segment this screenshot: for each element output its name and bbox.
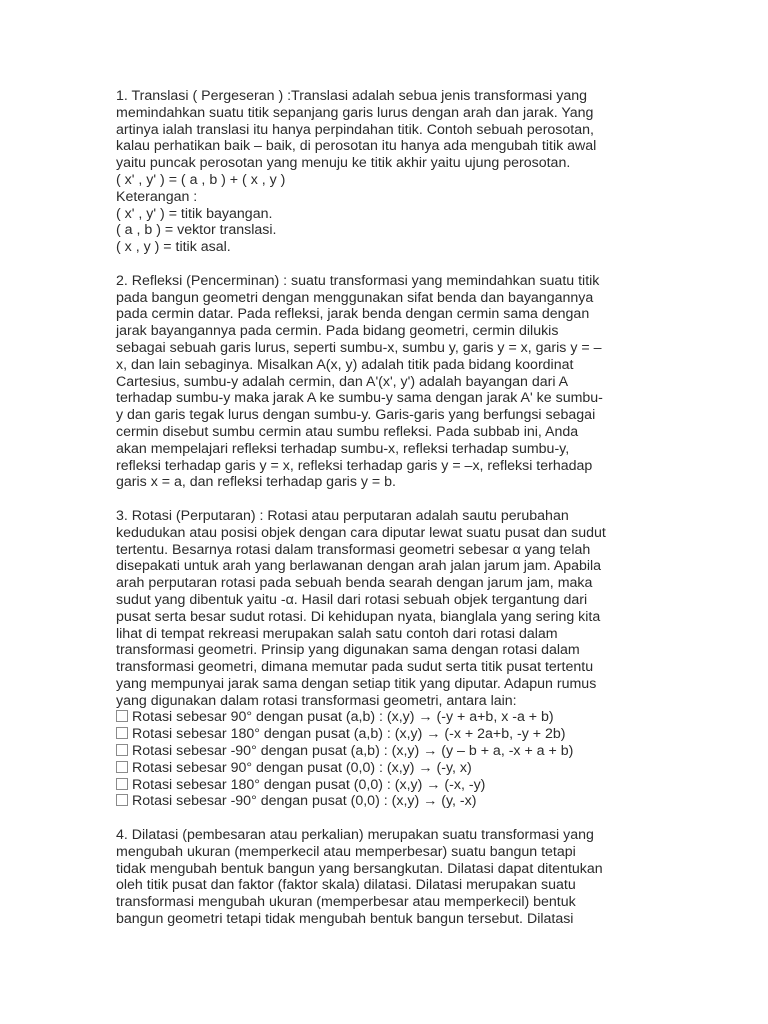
missing-glyph-box-icon (116, 727, 128, 739)
missing-glyph-box-icon (116, 761, 128, 773)
text-line: bangun geometri tetapi tidak mengubah bentuk bangun tersebut. Dilatasi (116, 911, 574, 928)
list-item (116, 726, 661, 743)
text-line: 1. Translasi ( Pergeseran ) :Translasi adalah sebua jenis transformasi yang (116, 88, 588, 104)
document-page (116, 88, 661, 945)
text-line: 4. Dilatasi (pembesaran atau perkalian) merupakan suatu transformasi yang (116, 827, 594, 844)
text-line: memindahkan suatu titik sepanjang garis lurus dengan arah dan jarak. Yang (116, 104, 594, 121)
text-line: transformasi mengubah ukuran (memperbesar atau memperkecil) bentuk (116, 894, 576, 911)
text-line: tidak mengubah bentuk bangun yang bersangkutan. Dilatasi dapat ditentukan (116, 860, 603, 877)
rotation-formula: Rotasi sebesar -90° dengan pusat (a,b) : (x,y) → (y – b + a, -x + a + b) (132, 743, 574, 760)
rotation-formula: Rotasi sebesar 180° dengan pusat (0,0) : (x,y) → (-x, -y) (132, 776, 486, 793)
text-line: garis x = a, dan refleksi terhadap garis y = b. (116, 474, 396, 491)
list-item (116, 777, 661, 794)
text-line: sebagai sebuah garis lurus, seperti sumbu-x, sumbu y, garis y = x, garis y = – (116, 339, 602, 356)
text-line: pusat serta besar sudut rotasi. Di kehidupan nyata, bianglala yang sering kita (116, 608, 601, 625)
text-line: ( x , y ) = titik asal. (116, 239, 231, 256)
text-line: transformasi geometri, dimana memutar pada sudut serta titik pusat tertentu (116, 659, 594, 676)
text-line: cermin disebut sumbu cermin atau sumbu refleksi. Pada subbab ini, Anda (116, 423, 579, 440)
text-line: yaitu puncak perosotan yang menuju ke titik akhir yaitu ujung perosotan. (116, 155, 571, 172)
missing-glyph-box-icon (116, 778, 128, 790)
missing-glyph-box-icon (116, 744, 128, 756)
text-line: y dan garis tegak lurus dengan sumbu-y. Garis-garis yang berfungsi sebagai (116, 407, 596, 424)
text-line: sudut yang dibentuk yaitu -α. Hasil dari rotasi sebuah objek tergantung dari (116, 591, 588, 608)
section-rotasi (116, 508, 661, 810)
text-line: akan mempelajari refleksi terhadap sumbu-x, refleksi terhadap sumbu-y, (116, 440, 570, 457)
text-line: yang mempunyai jarak sama dengan setiap titik yang diputar. Adapun rumus (116, 675, 597, 692)
text-line: pada cermin datar. Pada refleksi, jarak benda dengan cermin sama dengan (116, 306, 590, 323)
text-line: oleh titik pusat dan faktor (faktor skala) dilatasi. Dilatasi merupakan suatu (116, 877, 576, 894)
formula-line: ( x' , y' ) = ( a , b ) + ( x , y ) (116, 171, 286, 188)
text-line: kedudukan atau posisi objek dengan cara diputar lewat suatu pusat dan sudut (116, 524, 606, 541)
text-line: transformasi geometri. Prinsip yang digunakan sama dengan rotasi dalam (116, 642, 580, 659)
text-line: arah perputaran rotasi pada sebuah benda searah dengan jarum jam, maka (116, 575, 593, 592)
text-line: 3. Rotasi (Perputaran) : Rotasi atau perputaran adalah sautu perubahan (116, 507, 569, 524)
text-line: artinya ialah translasi itu hanya perpindahan titik. Contoh sebuah perosotan, (116, 121, 594, 138)
text-line: disepakati untuk arah yang berlawanan dengan arah jalan jarum jam. Apabila (116, 558, 602, 575)
text-line: terhadap sumbu-y maka jarak A ke sumbu-y sama dengan jarak A' ke sumbu- (116, 390, 603, 407)
rotation-formula: Rotasi sebesar 180° dengan pusat (a,b) : (x,y) → (-x + 2a+b, -y + 2b) (132, 726, 566, 743)
text-line: 2. Refleksi (Pencerminan) : suatu transformasi yang memindahkan suatu titik (116, 272, 600, 289)
text-line: tertentu. Besarnya rotasi dalam transformasi geometri sebesar α yang telah (116, 541, 591, 558)
text-line: kalau perhatikan baik – baik, di perosotan itu hanya ada mengubah titik awal (116, 138, 597, 155)
text-line: mengubah ukuran (memperkecil atau memperbesar) suatu bangun tetapi (116, 843, 576, 860)
section-refleksi (116, 273, 661, 491)
text-line: refleksi terhadap garis y = x, refleksi terhadap garis y = –x, refleksi terhadap (116, 457, 593, 474)
text-line: yang digunakan dalam rotasi transformasi geometri, antara lain: (116, 692, 517, 709)
missing-glyph-box-icon (116, 794, 128, 806)
text-line: Keterangan : (116, 188, 198, 205)
text-line: pada bangun geometri dengan menggunakan sifat benda dan bayangannya (116, 289, 594, 306)
list-item (116, 793, 661, 810)
list-item (116, 709, 661, 726)
rotation-formula: Rotasi sebesar 90° dengan pusat (0,0) : (x,y) → (-y, x) (132, 759, 472, 776)
text-line: Cartesius, sumbu-y adalah cermin, dan A'(x', y') adalah bayangan dari A (116, 373, 569, 390)
text-line: ( a , b ) = vektor translasi. (116, 222, 277, 239)
section-dilatasi (116, 827, 661, 928)
rotation-formula: Rotasi sebesar 90° dengan pusat (a,b) : (x,y) → (-y + a+b, x -a + b) (132, 709, 554, 726)
text-line: lihat di tempat rekreasi merupakan salah satu contoh dari rotasi dalam (116, 625, 558, 642)
section-translasi (116, 88, 661, 256)
rotation-formula: Rotasi sebesar -90° dengan pusat (0,0) : (x,y) → (y, -x) (132, 793, 477, 810)
list-item (116, 760, 661, 777)
missing-glyph-box-icon (116, 710, 128, 722)
list-item (116, 743, 661, 760)
text-line: ( x' , y' ) = titik bayangan. (116, 205, 273, 222)
text-line: x, dan lain sebaginya. Misalkan A(x, y) adalah titik pada bidang koordinat (116, 356, 574, 373)
text-line: jarak bayangannya pada cermin. Pada bidang geometri, cermin dilukis (116, 323, 559, 340)
